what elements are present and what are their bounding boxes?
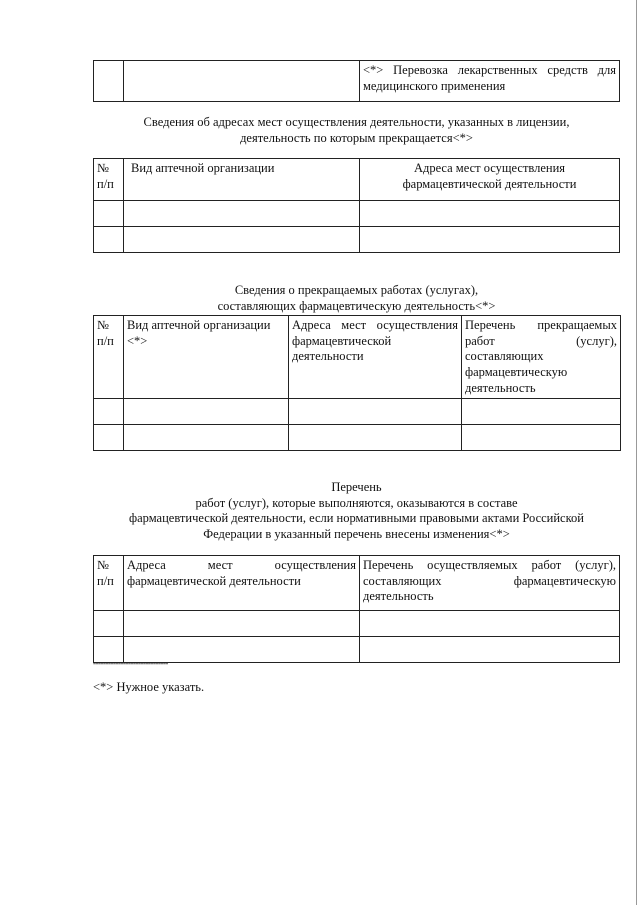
footnote-text: <*> Нужное указать. (93, 680, 205, 694)
table-cell (124, 227, 360, 253)
ceased-header-address-line1: Адреса мест осуществления (292, 318, 458, 332)
table-cell (360, 227, 620, 253)
ceased-header-works-line1: Перечень прекращаемых (465, 318, 617, 332)
top-table-cell-num (94, 61, 124, 102)
works-header-list-line3: деятельность (363, 589, 434, 604)
addresses-header-num-line1: № (97, 161, 109, 175)
works-header-num-line2: п/п (97, 573, 114, 588)
ceased-header-works-line2: работ (услуг), (465, 333, 617, 348)
table-row (94, 399, 621, 425)
ceased-header-address (289, 316, 462, 399)
top-table-cell-text (360, 61, 620, 102)
table-cell (124, 399, 289, 425)
addresses-header-address-line2: фармацевтической деятельности (402, 176, 577, 191)
table-cell (289, 399, 462, 425)
works-header-num (94, 556, 124, 611)
section2-heading (93, 283, 620, 314)
works-header-address (124, 556, 360, 611)
works-list-table (93, 555, 620, 663)
table-cell (289, 425, 462, 451)
table-cell (360, 611, 620, 637)
works-header-address-line2: фармацевтической деятельности (127, 573, 301, 588)
section1-heading (93, 115, 620, 146)
works-header-list (360, 556, 620, 611)
table-cell (462, 399, 621, 425)
ceased-header-works (462, 316, 621, 399)
ceased-header-address-line2: фармацевтической (292, 333, 392, 348)
addresses-header-address-line1: Адреса мест осуществления (413, 161, 566, 175)
table-cell (94, 227, 124, 253)
table-cell (94, 425, 124, 451)
top-table-text-line2: медицинского применения (363, 78, 506, 93)
ceased-header-org (124, 316, 289, 399)
addresses-header-org-text: Вид аптечной организации (131, 161, 275, 175)
table-cell (124, 201, 360, 227)
addresses-header-address (360, 159, 620, 201)
section2-heading-line1: Сведения о прекращаемых работах (услугах), (234, 283, 479, 297)
table-cell (124, 611, 360, 637)
ceased-works-table (93, 315, 621, 451)
ceased-header-num-line1: № (97, 318, 109, 332)
table-cell (94, 611, 124, 637)
section3-heading-line2: работ (услуг), которые выполняются, оказываются в составе (195, 495, 518, 510)
table-cell (94, 201, 124, 227)
works-header-address-line1: Адреса мест осуществления (127, 558, 356, 572)
section2-heading-line2: составляющих фармацевтическую деятельность<*> (217, 298, 496, 313)
ceased-header-org-line2: <*> (127, 333, 148, 348)
table-row (94, 201, 620, 227)
works-header-num-line1: № (97, 558, 109, 572)
ceased-header-address-line3: деятельности (292, 349, 364, 364)
table-cell (360, 201, 620, 227)
section1-heading-line2: деятельность по которым прекращается<*> (240, 130, 473, 145)
works-header-list-line1: Перечень осуществляемых работ (услуг), (363, 558, 616, 572)
page-edge (636, 0, 637, 905)
top-table-cell-org (124, 61, 360, 102)
addresses-table (93, 158, 620, 253)
ceased-header-num (94, 316, 124, 399)
addresses-header-num (94, 159, 124, 201)
addresses-header-num-line2: п/п (97, 176, 114, 191)
table-cell (462, 425, 621, 451)
table-cell (360, 637, 620, 663)
table-row (94, 425, 621, 451)
table-cell (124, 425, 289, 451)
ceased-header-works-line5: деятельность (465, 380, 536, 395)
table-cell (94, 399, 124, 425)
table-row (94, 611, 620, 637)
footnote-separator: ------------------------------ (93, 658, 168, 668)
section3-heading-line4: Федерации в указанный перечень внесены изменения<*> (203, 526, 510, 541)
section1-heading-line1: Сведения об адресах мест осуществления деятельности, указанных в лицензии, (143, 115, 570, 129)
section3-heading-line3: фармацевтической деятельности, если нормативными правовыми актами Российской (129, 511, 584, 526)
ceased-header-works-line4: фармацевтическую (465, 364, 568, 379)
top-table (93, 60, 620, 102)
section3-heading (93, 480, 620, 543)
ceased-header-num-line2: п/п (97, 333, 114, 348)
ceased-header-org-line1: Вид аптечной организации (127, 318, 271, 332)
ceased-header-works-line3: составляющих (465, 349, 544, 364)
table-row (94, 227, 620, 253)
section3-heading-line1: Перечень (331, 480, 382, 494)
addresses-header-org (124, 159, 360, 201)
works-header-list-line2: составляющих фармацевтическую (363, 573, 616, 588)
top-table-text-line1: <*> Перевозка лекарственных средств для (363, 63, 616, 77)
